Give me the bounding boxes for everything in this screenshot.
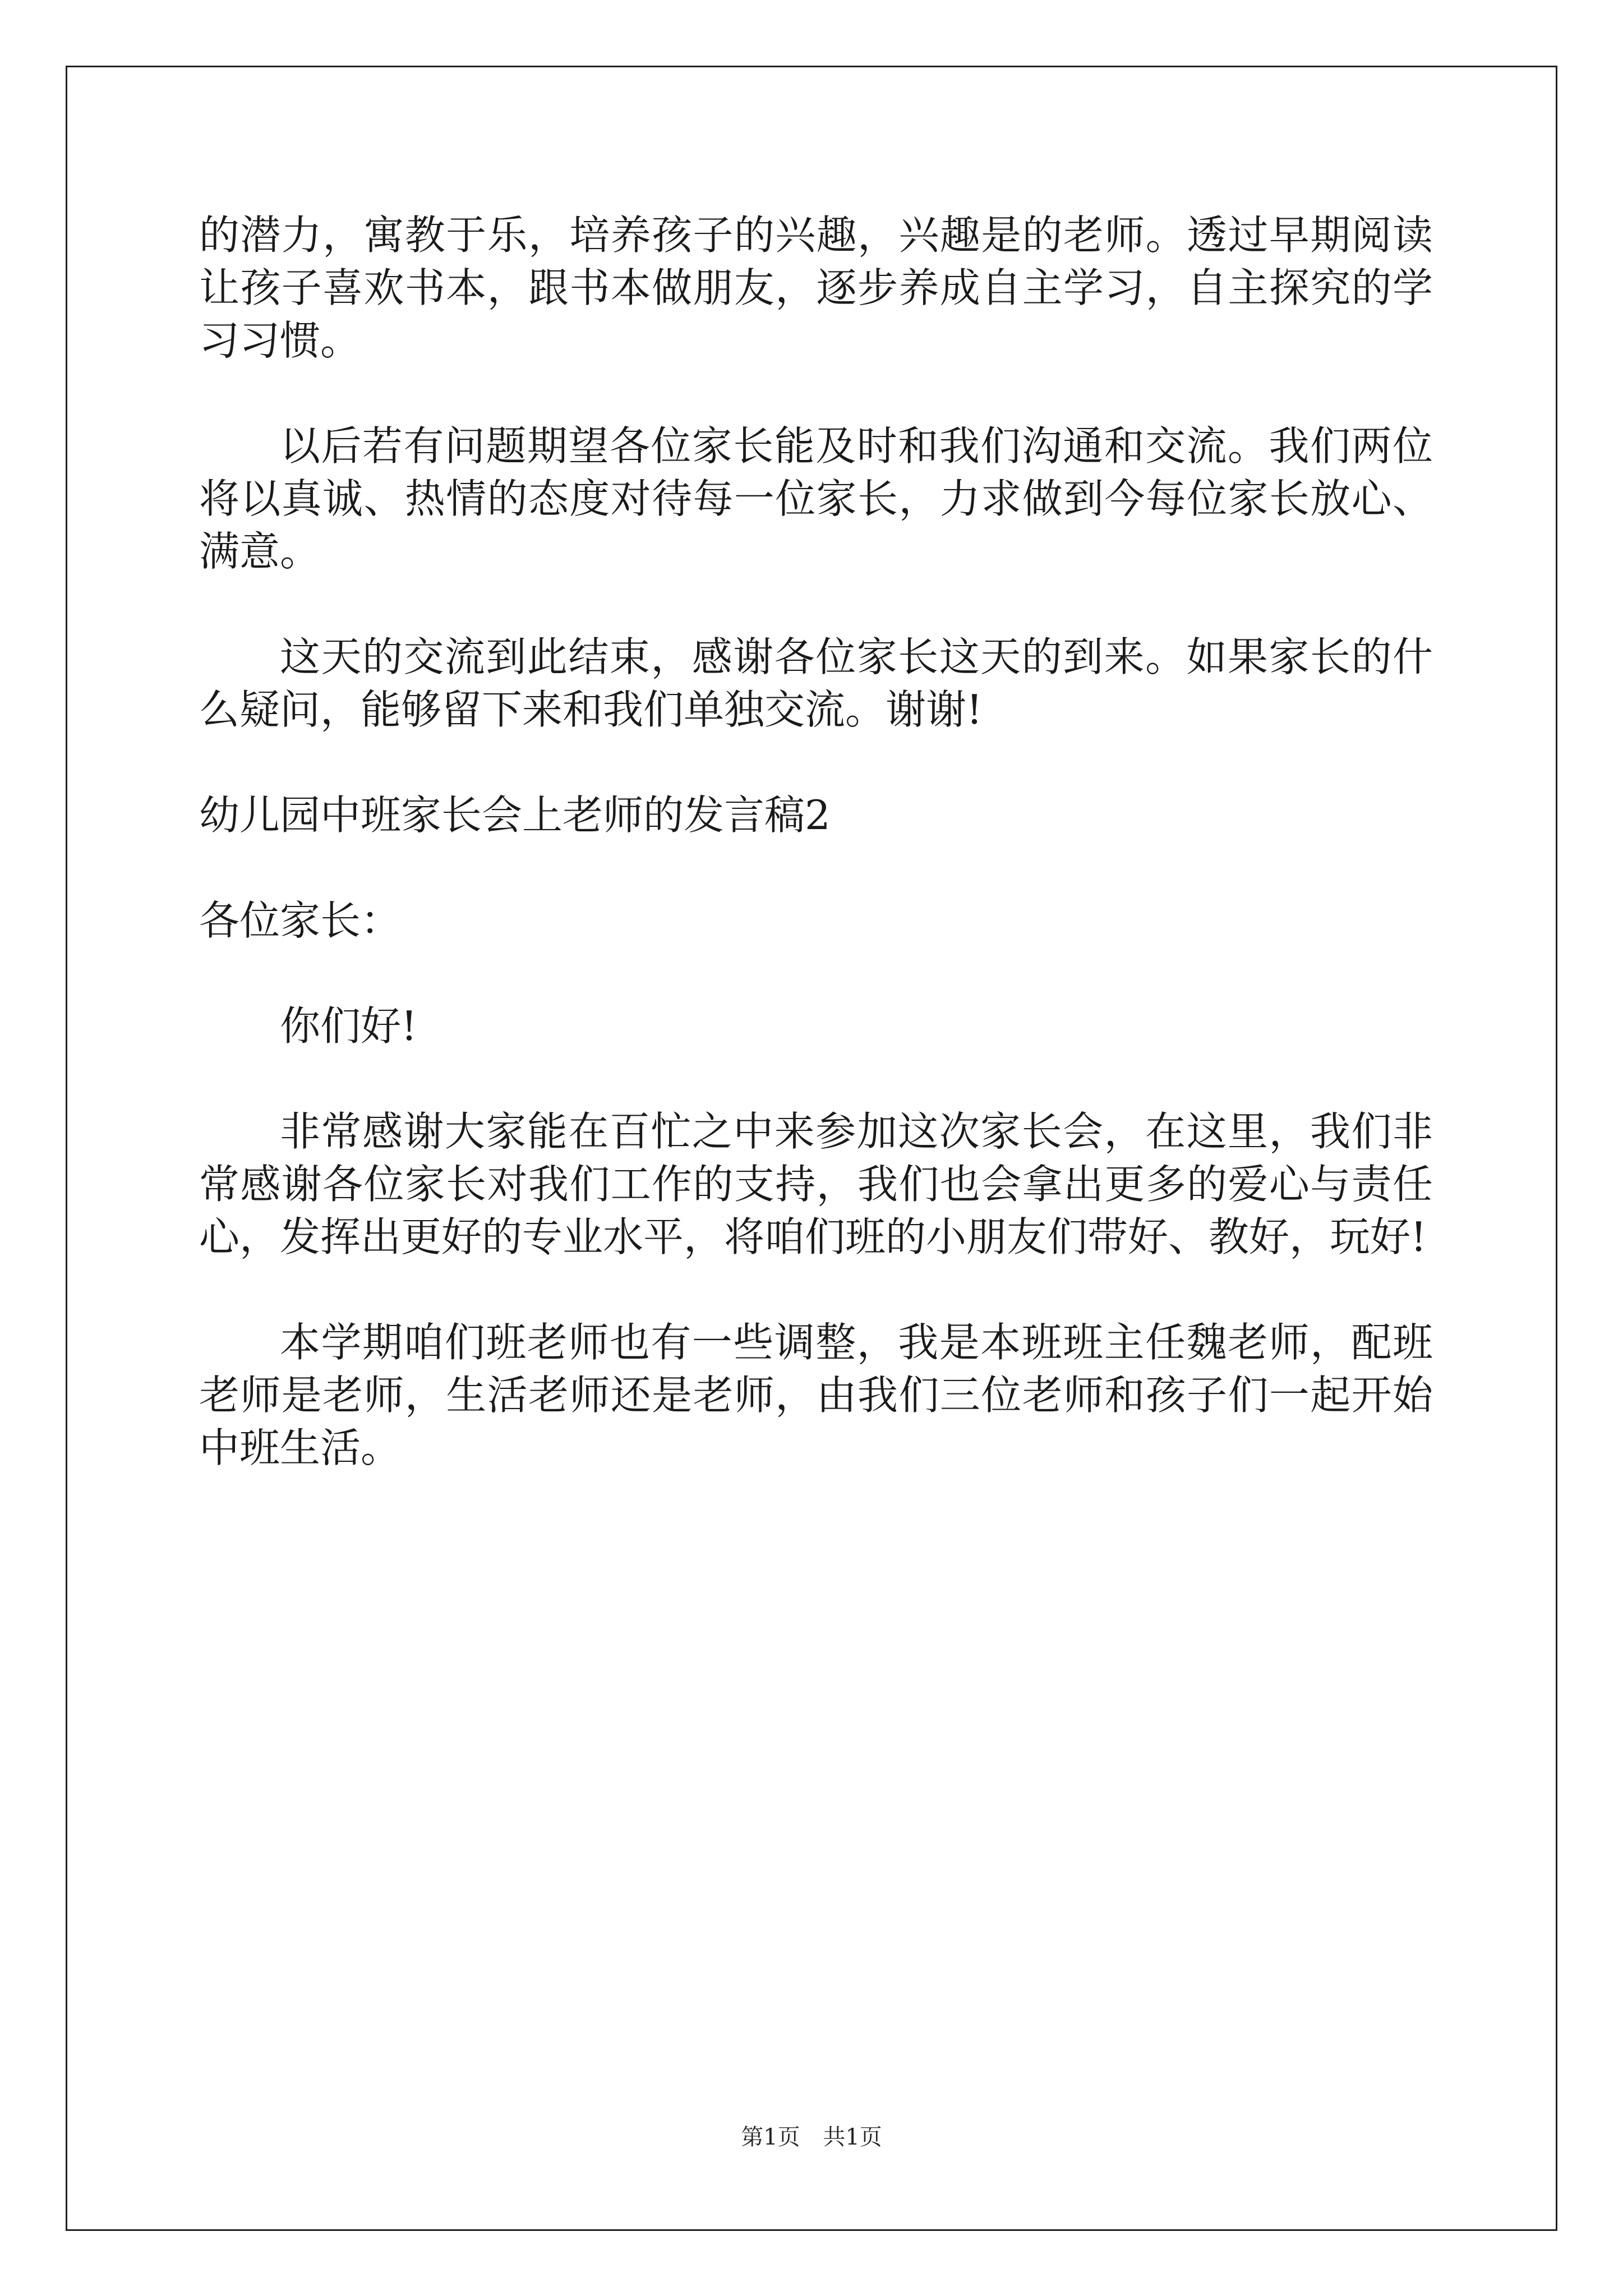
paragraph-1: 的潜力，寓教于乐，培养孩子的兴趣，兴趣是的老师。透过早期阅读让孩子喜欢书本，跟书本做朋友，逐步养成自主学习，自主探究的学习习惯。	[199, 211, 1433, 364]
paragraph-8: 本学期咱们班老师也有一些调整，我是本班班主任魏老师，配班老师是老师，生活老师还是老师，由我们三位老师和孩子们一起开始中班生活。	[199, 1319, 1433, 1471]
document-body	[199, 209, 1433, 1527]
paragraph-3: 这天的交流到此结束，感谢各位家长这天的到来。如果家长的什么疑问，能够留下来和我们单独交流。谢谢!	[199, 633, 1433, 733]
page-total: 共1页	[823, 2124, 882, 2150]
page-footer	[0, 2123, 1623, 2151]
section-title: 幼儿园中班家长会上老师的发言稿2	[199, 792, 831, 839]
paragraph-7: 非常感谢大家能在百忙之中来参加这次家长会，在这里，我们非常感谢各位家长对我们工作的支持，我们也会拿出更多的爱心与责任心，发挥出更好的专业水平，将咱们班的小朋友们带好、教好，玩好!	[199, 1108, 1433, 1260]
salutation: 各位家长：	[199, 897, 402, 944]
paragraph-2: 以后若有问题期望各位家长能及时和我们沟通和交流。我们两位将以真诚、热情的态度对待每一位家长，力求做到今每位家长放心、满意。	[199, 422, 1433, 575]
greeting: 你们好!	[280, 1002, 417, 1050]
page-number: 第1页	[741, 2124, 800, 2150]
